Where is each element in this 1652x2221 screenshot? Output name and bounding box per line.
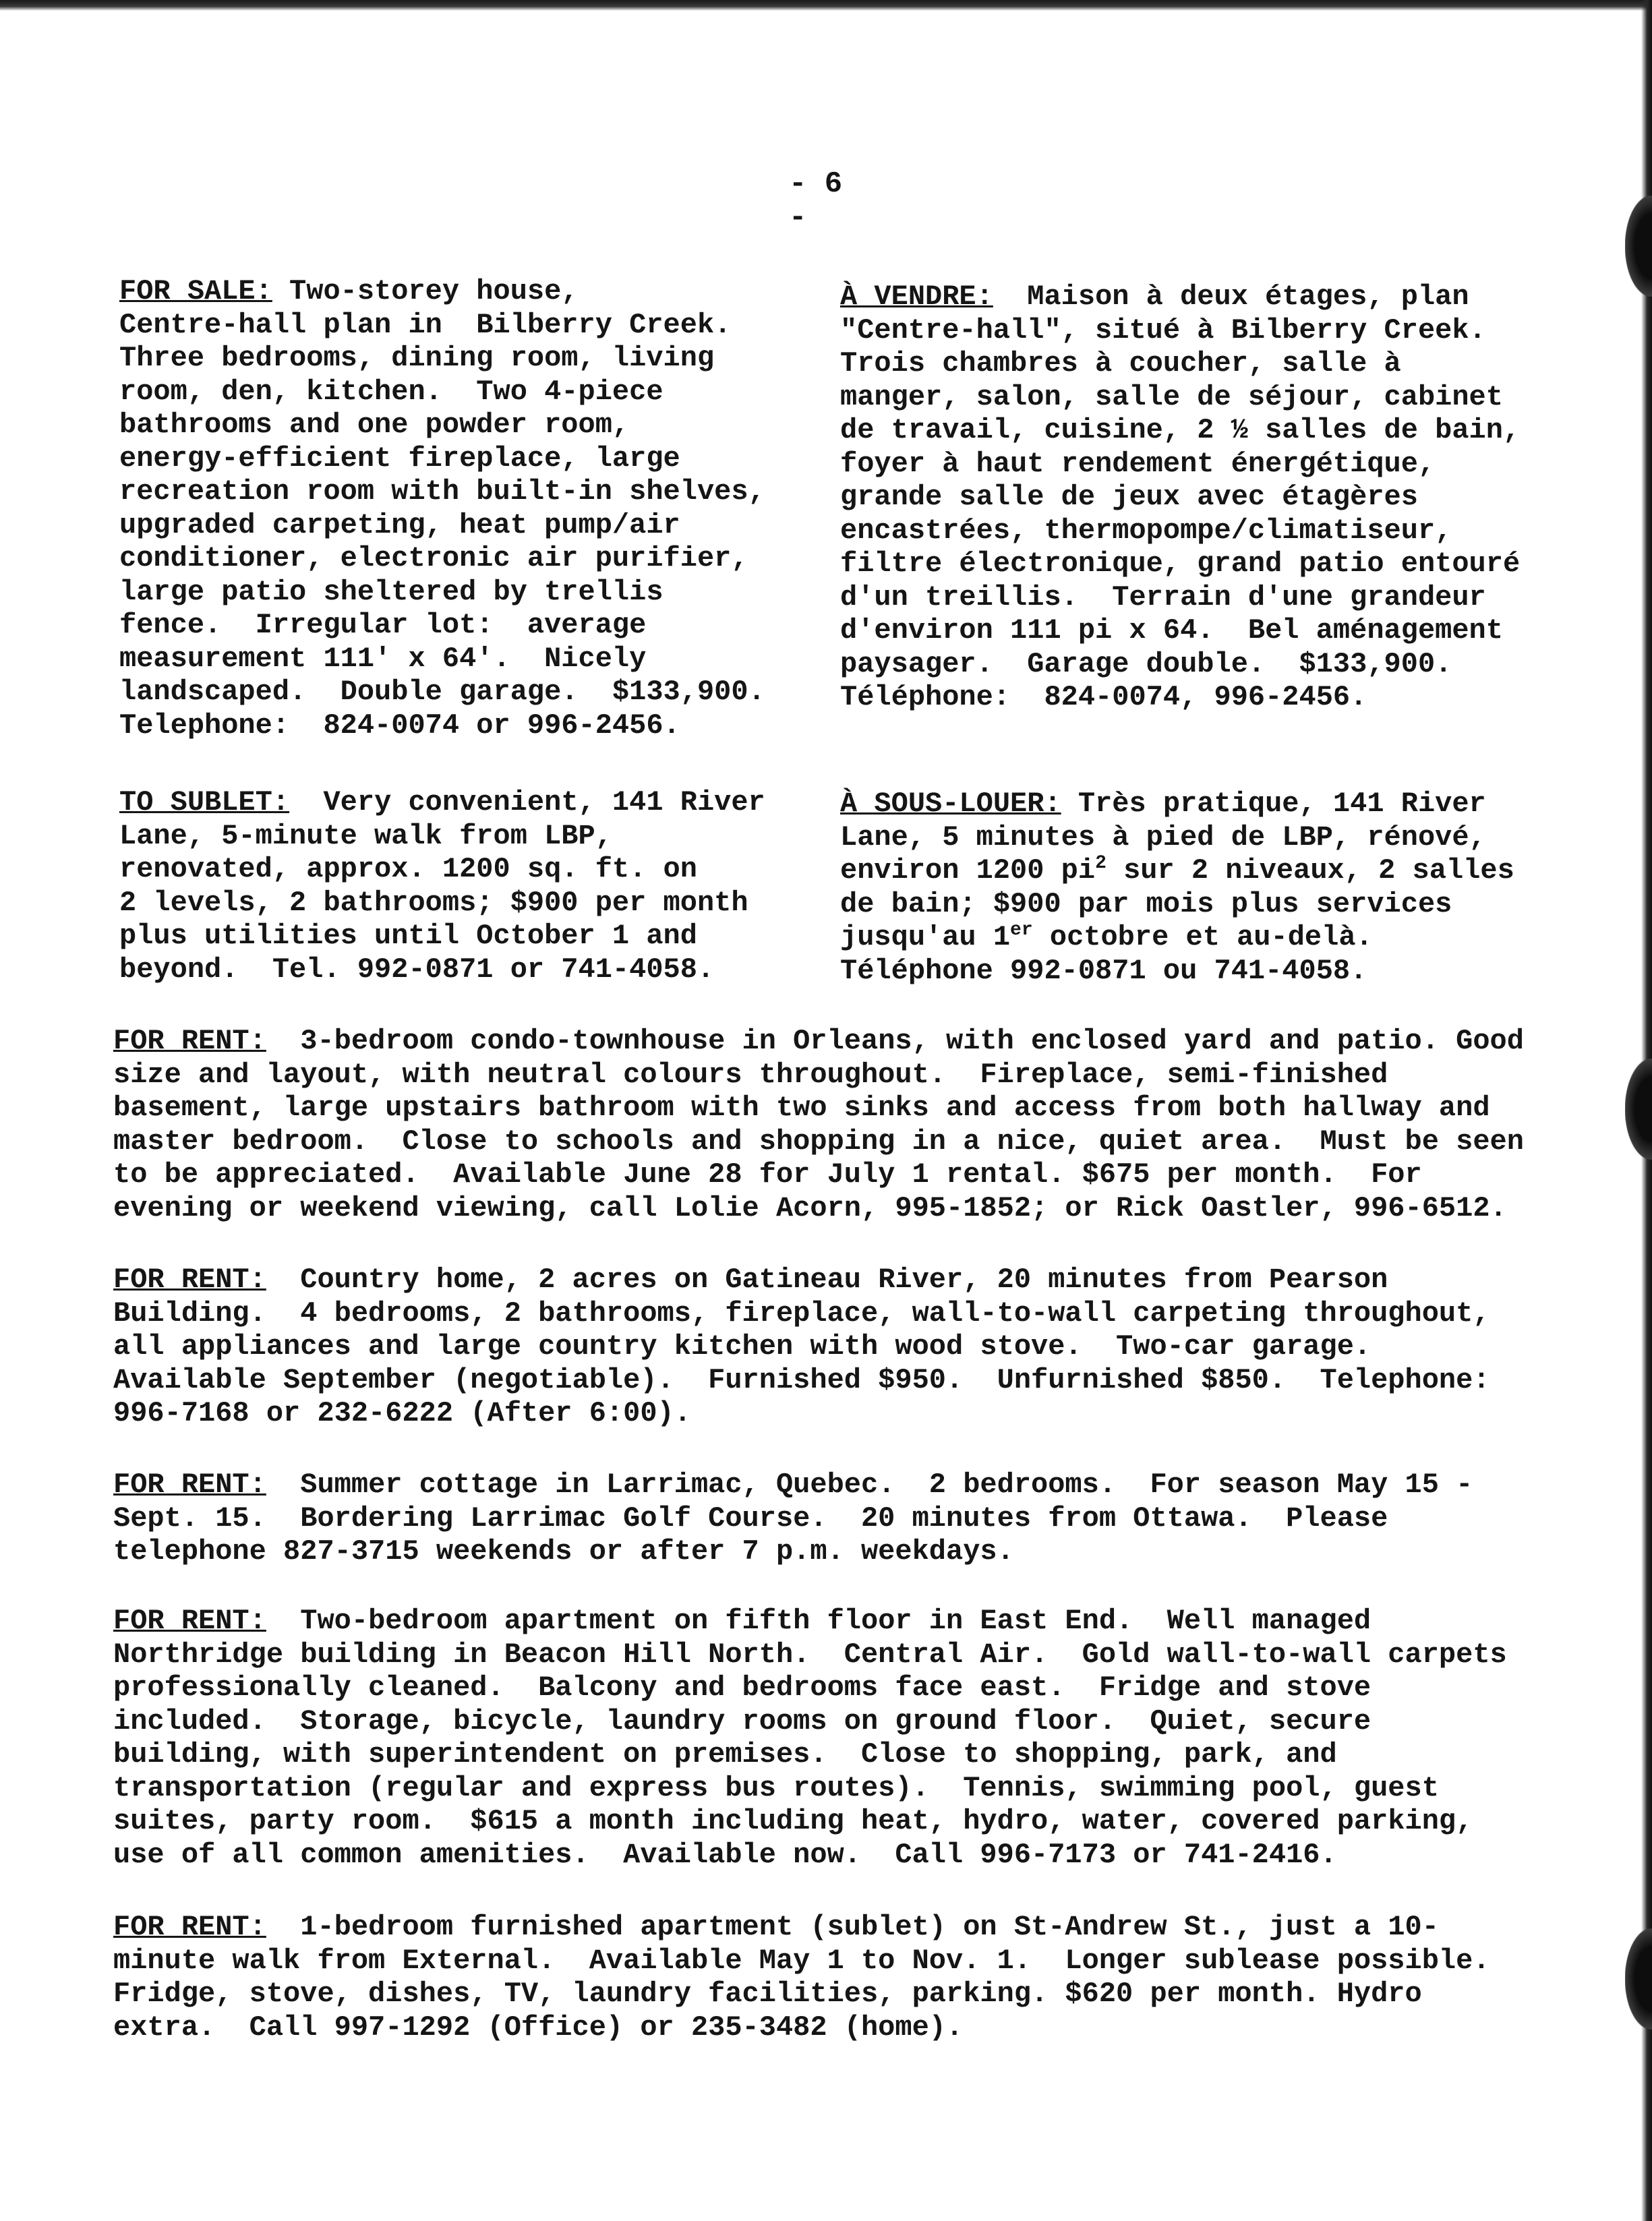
sublet-line: Lane, 5-minute walk from LBP, — [119, 819, 612, 852]
vendre-line: paysager. Garage double. $133,900. — [840, 647, 1452, 680]
rent-text: 3-bedroom condo-townhouse in Orleans, with enclosed yard and patio. Good size and layout, with neutral colours throughout. Fireplace, semi-finished basement, large upstairs bathroom with two sinks and access from both hallway and master bedroom. Close to schools and shopping in a nice, quiet area. Must be seen to be appreciated. Available June 28 for July 1 rental. $675 per month. For evening or weekend viewing, call Lolie Acorn, 995-1852; or Rick Oastler, 996-6512. — [113, 1025, 1541, 1224]
sous-louer-line: Lane, 5 minutes à pied de LBP, rénové, — [840, 821, 1486, 854]
rent-text: Summer cottage in Larrimac, Quebec. 2 bedrooms. For season May 15 - Sept. 15. Bordering Larrimac Golf Course. 20 minutes from Ottawa. Please telephone 827-3715 weekends or after 7 p.m. weekdays. — [113, 1469, 1490, 1568]
sale-line: room, den, kitchen. Two 4-piece — [119, 375, 663, 408]
rent-ad-country-home — [113, 1264, 1536, 1431]
vendre-line: "Centre-hall", situé à Bilberry Creek. — [840, 314, 1486, 347]
vendre-line: foyer à haut rendement énergétique, — [840, 447, 1436, 480]
sous-louer-text: Très pratique, 141 River — [1061, 788, 1486, 820]
rent-text: 1-bedroom furnished apartment (sublet) on St-Andrew St., just a 10-minute walk from External. Available May 1 to Nov. 1. Longer sublease possible. Fridge, stove, dishes, TV, laundry facilities, parking. $620 per month. Hydro extra. Call 997-1292 (Office) or 235-3482 (home). — [113, 1911, 1524, 2044]
sale-text: Two-storey house, — [272, 275, 579, 307]
vendre-line: filtre électronique, grand patio entouré — [840, 547, 1521, 580]
sous-louer-text: environ 1200 pi — [840, 854, 1096, 887]
binder-ring-hole — [1625, 196, 1652, 297]
sous-louer-line: Téléphone 992-0871 ou 741-4058. — [840, 954, 1367, 987]
binder-ring-hole — [1625, 1928, 1652, 2030]
sale-heading-en: FOR SALE: — [119, 275, 272, 307]
rent-heading: FOR RENT: — [113, 1469, 266, 1501]
rent-heading: FOR RENT: — [113, 1264, 266, 1296]
sublet-heading-fr: À SOUS-LOUER: — [840, 788, 1061, 820]
sous-louer-line — [840, 854, 1541, 888]
rent-ad-furnished-apartment — [113, 1911, 1536, 2044]
rent-ad-apartment — [113, 1605, 1536, 1872]
vendre-line: Trois chambres à coucher, salle à — [840, 347, 1401, 380]
square-superscript: 2 — [1095, 853, 1107, 874]
sublet-line: 2 levels, 2 bathrooms; $900 per month — [119, 886, 748, 919]
vendre-line: manger, salon, salle de séjour, cabinet — [840, 380, 1503, 413]
sale-heading-fr: À VENDRE: — [840, 280, 993, 313]
sublet-line: plus utilities until October 1 and — [119, 920, 697, 952]
vendre-text: Maison à deux étages, plan — [993, 280, 1469, 313]
vendre-line: d'environ 111 pi x 64. Bel aménagement — [840, 614, 1503, 647]
sous-louer-line — [840, 788, 1541, 821]
sublet-ad-english — [119, 786, 807, 986]
page-number: - 6 - — [789, 167, 843, 235]
vendre-line — [840, 280, 1541, 314]
vendre-line: grande salle de jeux avec étagères — [840, 481, 1418, 513]
sublet-ad-french — [840, 788, 1541, 988]
sublet-heading-en: TO SUBLET: — [119, 786, 290, 819]
binder-ring-hole — [1625, 1059, 1652, 1160]
sale-line: recreation room with built-in shelves, — [119, 475, 765, 508]
sale-line: landscaped. Double garage. $133,900. — [119, 676, 765, 708]
sale-line: Centre-hall plan in Bilberry Creek. — [119, 308, 732, 341]
sous-louer-line: de bain; $900 par mois plus services — [840, 887, 1452, 920]
sale-ad-english — [119, 275, 807, 742]
vendre-line: encastrées, thermopompe/climatiseur, — [840, 514, 1452, 547]
sublet-line: renovated, approx. 1200 sq. ft. on — [119, 853, 697, 885]
sale-line: large patio sheltered by trellis — [119, 575, 663, 608]
scan-top-edge — [0, 0, 1652, 11]
sale-line: fence. Irregular lot: average — [119, 609, 647, 641]
sous-louer-line — [840, 921, 1541, 955]
sous-louer-text: sur 2 niveaux, 2 salles — [1106, 854, 1514, 887]
rent-ad-condo — [113, 1025, 1541, 1225]
rent-ad-cottage — [113, 1469, 1536, 1569]
sale-line: energy-efficient fireplace, large — [119, 442, 680, 475]
sale-line: Three bedrooms, dining room, living — [119, 342, 715, 374]
sublet-line: beyond. Tel. 992-0871 or 741-4058. — [119, 953, 715, 986]
sous-louer-text: octobre et au-delà. — [1032, 921, 1373, 953]
sale-ad-french — [840, 280, 1541, 715]
rent-heading: FOR RENT: — [113, 1911, 266, 1943]
rent-text: Two-bedroom apartment on fifth floor in East End. Well managed Northridge building in Beacon Hill North. Central Air. Gold wall-to-wall carpets professionally cleaned. Balcony and bedrooms face east. Fridge and stove included. Storage, bicycle, laundry rooms on ground floor. Quiet, secure building, with superintendent on premises. Close to shopping, park, and transportation (regular and express bus routes). Tennis, swimming pool, guest suites, party room. $615 a month including heat, hydro, water, covered parking, use of all common amenities. Available now. Call 996-7173 or 741-2416. — [113, 1605, 1524, 1871]
sale-line: upgraded carpeting, heat pump/air — [119, 508, 680, 541]
sale-line: measurement 111' x 64'. Nicely — [119, 642, 647, 675]
rent-heading: FOR RENT: — [113, 1605, 266, 1637]
vendre-line: d'un treillis. Terrain d'une grandeur — [840, 581, 1486, 614]
sale-line: conditioner, electronic air purifier, — [119, 542, 748, 574]
sale-line: Telephone: 824-0074 or 996-2456. — [119, 709, 680, 742]
sublet-line — [119, 786, 807, 820]
sous-louer-text: jusqu'au 1 — [840, 921, 1011, 953]
sale-line: bathrooms and one powder room, — [119, 409, 630, 441]
sale-line — [119, 275, 807, 309]
sublet-text: Very convenient, 141 River — [289, 786, 765, 819]
vendre-line: de travail, cuisine, 2 ½ salles de bain, — [840, 414, 1521, 446]
rent-heading: FOR RENT: — [113, 1025, 266, 1057]
ordinal-superscript: er — [1010, 920, 1033, 941]
rent-text: Country home, 2 acres on Gatineau River, 20 minutes from Pearson Building. 4 bedrooms, 2 bathrooms, fireplace, wall-to-wall carpeting throughout, all appliances and large country kitchen with wood stove. Two-car garage. Available September (negotiable). Furnished $950. Unfurnished $850. Telephone: 996-7168 or 232-6222 (After 6:00). — [113, 1264, 1507, 1429]
vendre-line: Téléphone: 824-0074, 996-2456. — [840, 681, 1367, 713]
